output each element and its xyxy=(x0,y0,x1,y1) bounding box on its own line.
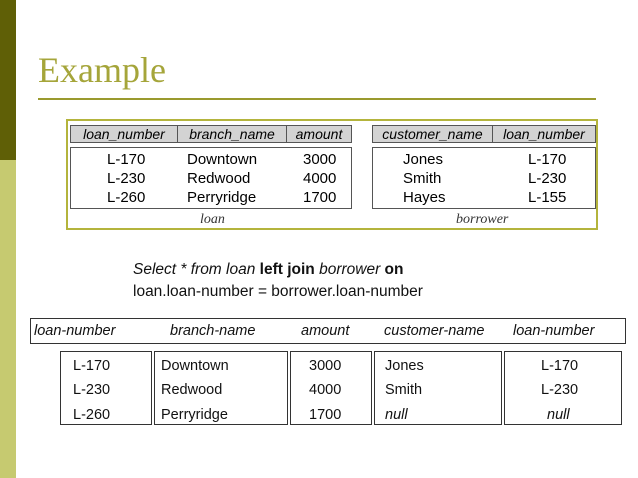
loan-header-cell: amount xyxy=(295,126,343,142)
result-cell: L-230 xyxy=(73,382,111,398)
borrower-cell: L-170 xyxy=(528,151,567,168)
result-column-loan-number xyxy=(60,351,152,425)
slide-title: Example xyxy=(38,50,166,90)
result-cell: L-170 xyxy=(541,358,579,374)
loan-cell: L-260 xyxy=(107,189,146,206)
loan-cell: Downtown xyxy=(187,151,258,168)
loan-caption: loan xyxy=(200,212,225,227)
loan-header-cell: loan_number xyxy=(83,126,165,142)
relations-figure xyxy=(66,119,598,230)
query-text: borrower xyxy=(314,261,385,278)
query-keyword: left join xyxy=(259,261,315,278)
title-divider xyxy=(38,98,596,100)
result-cell: Downtown xyxy=(161,358,229,374)
result-cell: null xyxy=(547,407,570,423)
result-cell: 1700 xyxy=(309,407,342,423)
loan-header-row xyxy=(70,125,352,143)
loan-cell: 1700 xyxy=(303,189,337,206)
result-column-loan-number-2 xyxy=(504,351,622,425)
sql-query xyxy=(133,259,423,303)
loan-cell: 4000 xyxy=(303,170,337,187)
borrower-cell: L-230 xyxy=(528,170,567,187)
result-cell: L-260 xyxy=(73,407,111,423)
borrower-cell: Smith xyxy=(403,170,442,187)
loan-cell: 3000 xyxy=(303,151,337,168)
borrower-header-cell: loan_number xyxy=(503,126,585,142)
borrower-header-row xyxy=(372,125,596,143)
result-column-amount xyxy=(290,351,372,425)
loan-header-cell: branch_name xyxy=(189,126,275,142)
loan-cell: Redwood xyxy=(187,170,251,187)
result-header-cell: customer-name xyxy=(384,323,485,339)
query-keyword: on xyxy=(384,261,404,278)
result-header-cell: loan-number xyxy=(34,323,116,339)
result-cell: 3000 xyxy=(309,358,342,374)
result-cell: Smith xyxy=(385,382,423,398)
result-cell: L-230 xyxy=(541,382,579,398)
result-cell: L-170 xyxy=(73,358,111,374)
result-header-row xyxy=(30,318,626,344)
result-header-cell: loan-number xyxy=(513,323,595,339)
result-column-customer-name xyxy=(374,351,502,425)
result-cell: Perryridge xyxy=(161,407,228,423)
slide-accent-bar-light xyxy=(0,160,16,478)
result-cell: Redwood xyxy=(161,382,223,398)
borrower-header-cell: customer_name xyxy=(382,126,483,142)
loan-cell: Perryridge xyxy=(187,189,257,206)
query-line-1 xyxy=(133,259,423,281)
result-column-branch-name xyxy=(154,351,288,425)
result-cell: 4000 xyxy=(309,382,342,398)
borrower-cell: Jones xyxy=(403,151,444,168)
loan-body xyxy=(70,147,352,209)
borrower-cell: L-155 xyxy=(528,189,567,206)
query-text: Select * from loan xyxy=(133,261,260,278)
slide-accent-bar-dark xyxy=(0,0,16,160)
result-cell: Jones xyxy=(385,358,424,374)
borrower-cell: Hayes xyxy=(403,189,446,206)
loan-cell: L-230 xyxy=(107,170,146,187)
loan-cell: L-170 xyxy=(107,151,146,168)
result-header-cell: branch-name xyxy=(170,323,256,339)
borrower-caption: borrower xyxy=(456,212,509,227)
result-header-cell: amount xyxy=(301,323,350,339)
borrower-body xyxy=(372,147,596,209)
result-cell: null xyxy=(385,407,408,423)
query-line-2: loan.loan-number = borrower.loan-number xyxy=(133,283,423,300)
